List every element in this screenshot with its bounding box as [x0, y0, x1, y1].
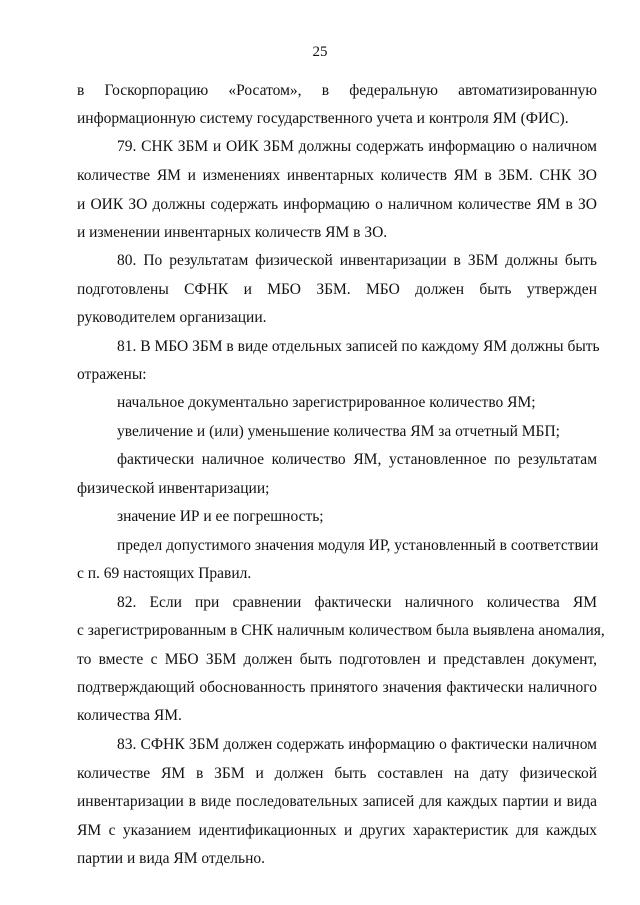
text-line: ЯМ с указанием идентификационных и других характеристик для каждых — [77, 822, 597, 839]
text-line: физической инвентаризации; — [77, 480, 270, 497]
text-line: с п. 69 настоящих Правил. — [77, 565, 252, 582]
text-line: отражены: — [77, 366, 147, 383]
text-line: подтверждающий обоснованность принятого значения фактически наличного — [77, 679, 597, 696]
text-line: и ОИК ЗО должны содержать информацию о наличном количестве ЯМ в ЗО — [77, 196, 597, 213]
list-item: фактически наличное количество ЯМ, установленное по результатам — [117, 451, 597, 468]
text-line: руководителем организации. — [77, 309, 267, 326]
text-line: то вместе с МБО ЗБМ должен быть подготовлен и представлен документ, — [77, 651, 597, 668]
page-number: 25 — [312, 44, 328, 60]
paragraph-80-start: 80. По результатам физической инвентаризации в ЗБМ должны быть — [117, 252, 597, 269]
text-line: инвентаризации в виде последовательных записей для каждых партии и вида — [77, 793, 597, 810]
text-line: в Госкорпорацию «Росатом», в федеральную автоматизированную — [77, 82, 597, 99]
text-line: количества ЯМ. — [77, 707, 182, 724]
list-item: значение ИР и ее погрешность; — [117, 508, 324, 525]
text-line: и изменении инвентарных количеств ЯМ в ЗО. — [77, 224, 388, 241]
list-item: предел допустимого значения модуля ИР, установленный в соответствии — [117, 537, 599, 554]
paragraph-79-start: 79. СНК ЗБМ и ОИК ЗБМ должны содержать информацию о наличном — [117, 138, 597, 155]
text-line: с зарегистрированным в СНК наличным количеством была выявлена аномалия, — [77, 622, 605, 639]
list-item: увеличение и (или) уменьшение количества ЯМ за отчетный МБП; — [117, 423, 560, 440]
paragraph-82-start: 82. Если при сравнении фактически наличного количества ЯМ — [117, 594, 597, 611]
paragraph-83-start: 83. СФНК ЗБМ должен содержать информацию о фактически наличном — [117, 736, 597, 753]
paragraph-81-start: 81. В МБО ЗБМ в виде отдельных записей по каждому ЯМ должны быть — [117, 338, 600, 355]
text-line: информационную систему государственного учета и контроля ЯМ (ФИС). — [77, 110, 569, 127]
text-line: количестве ЯМ и изменениях инвентарных количеств ЯМ в ЗБМ. СНК ЗО — [77, 167, 597, 184]
text-line: партии и вида ЯМ отдельно. — [77, 850, 265, 867]
text-line: подготовлены СФНК и МБО ЗБМ. МБО должен быть утвержден — [77, 281, 597, 298]
text-line: количестве ЯМ в ЗБМ и должен быть составлен на дату физической — [77, 765, 597, 782]
list-item: начальное документально зарегистрированное количество ЯМ; — [117, 394, 536, 411]
